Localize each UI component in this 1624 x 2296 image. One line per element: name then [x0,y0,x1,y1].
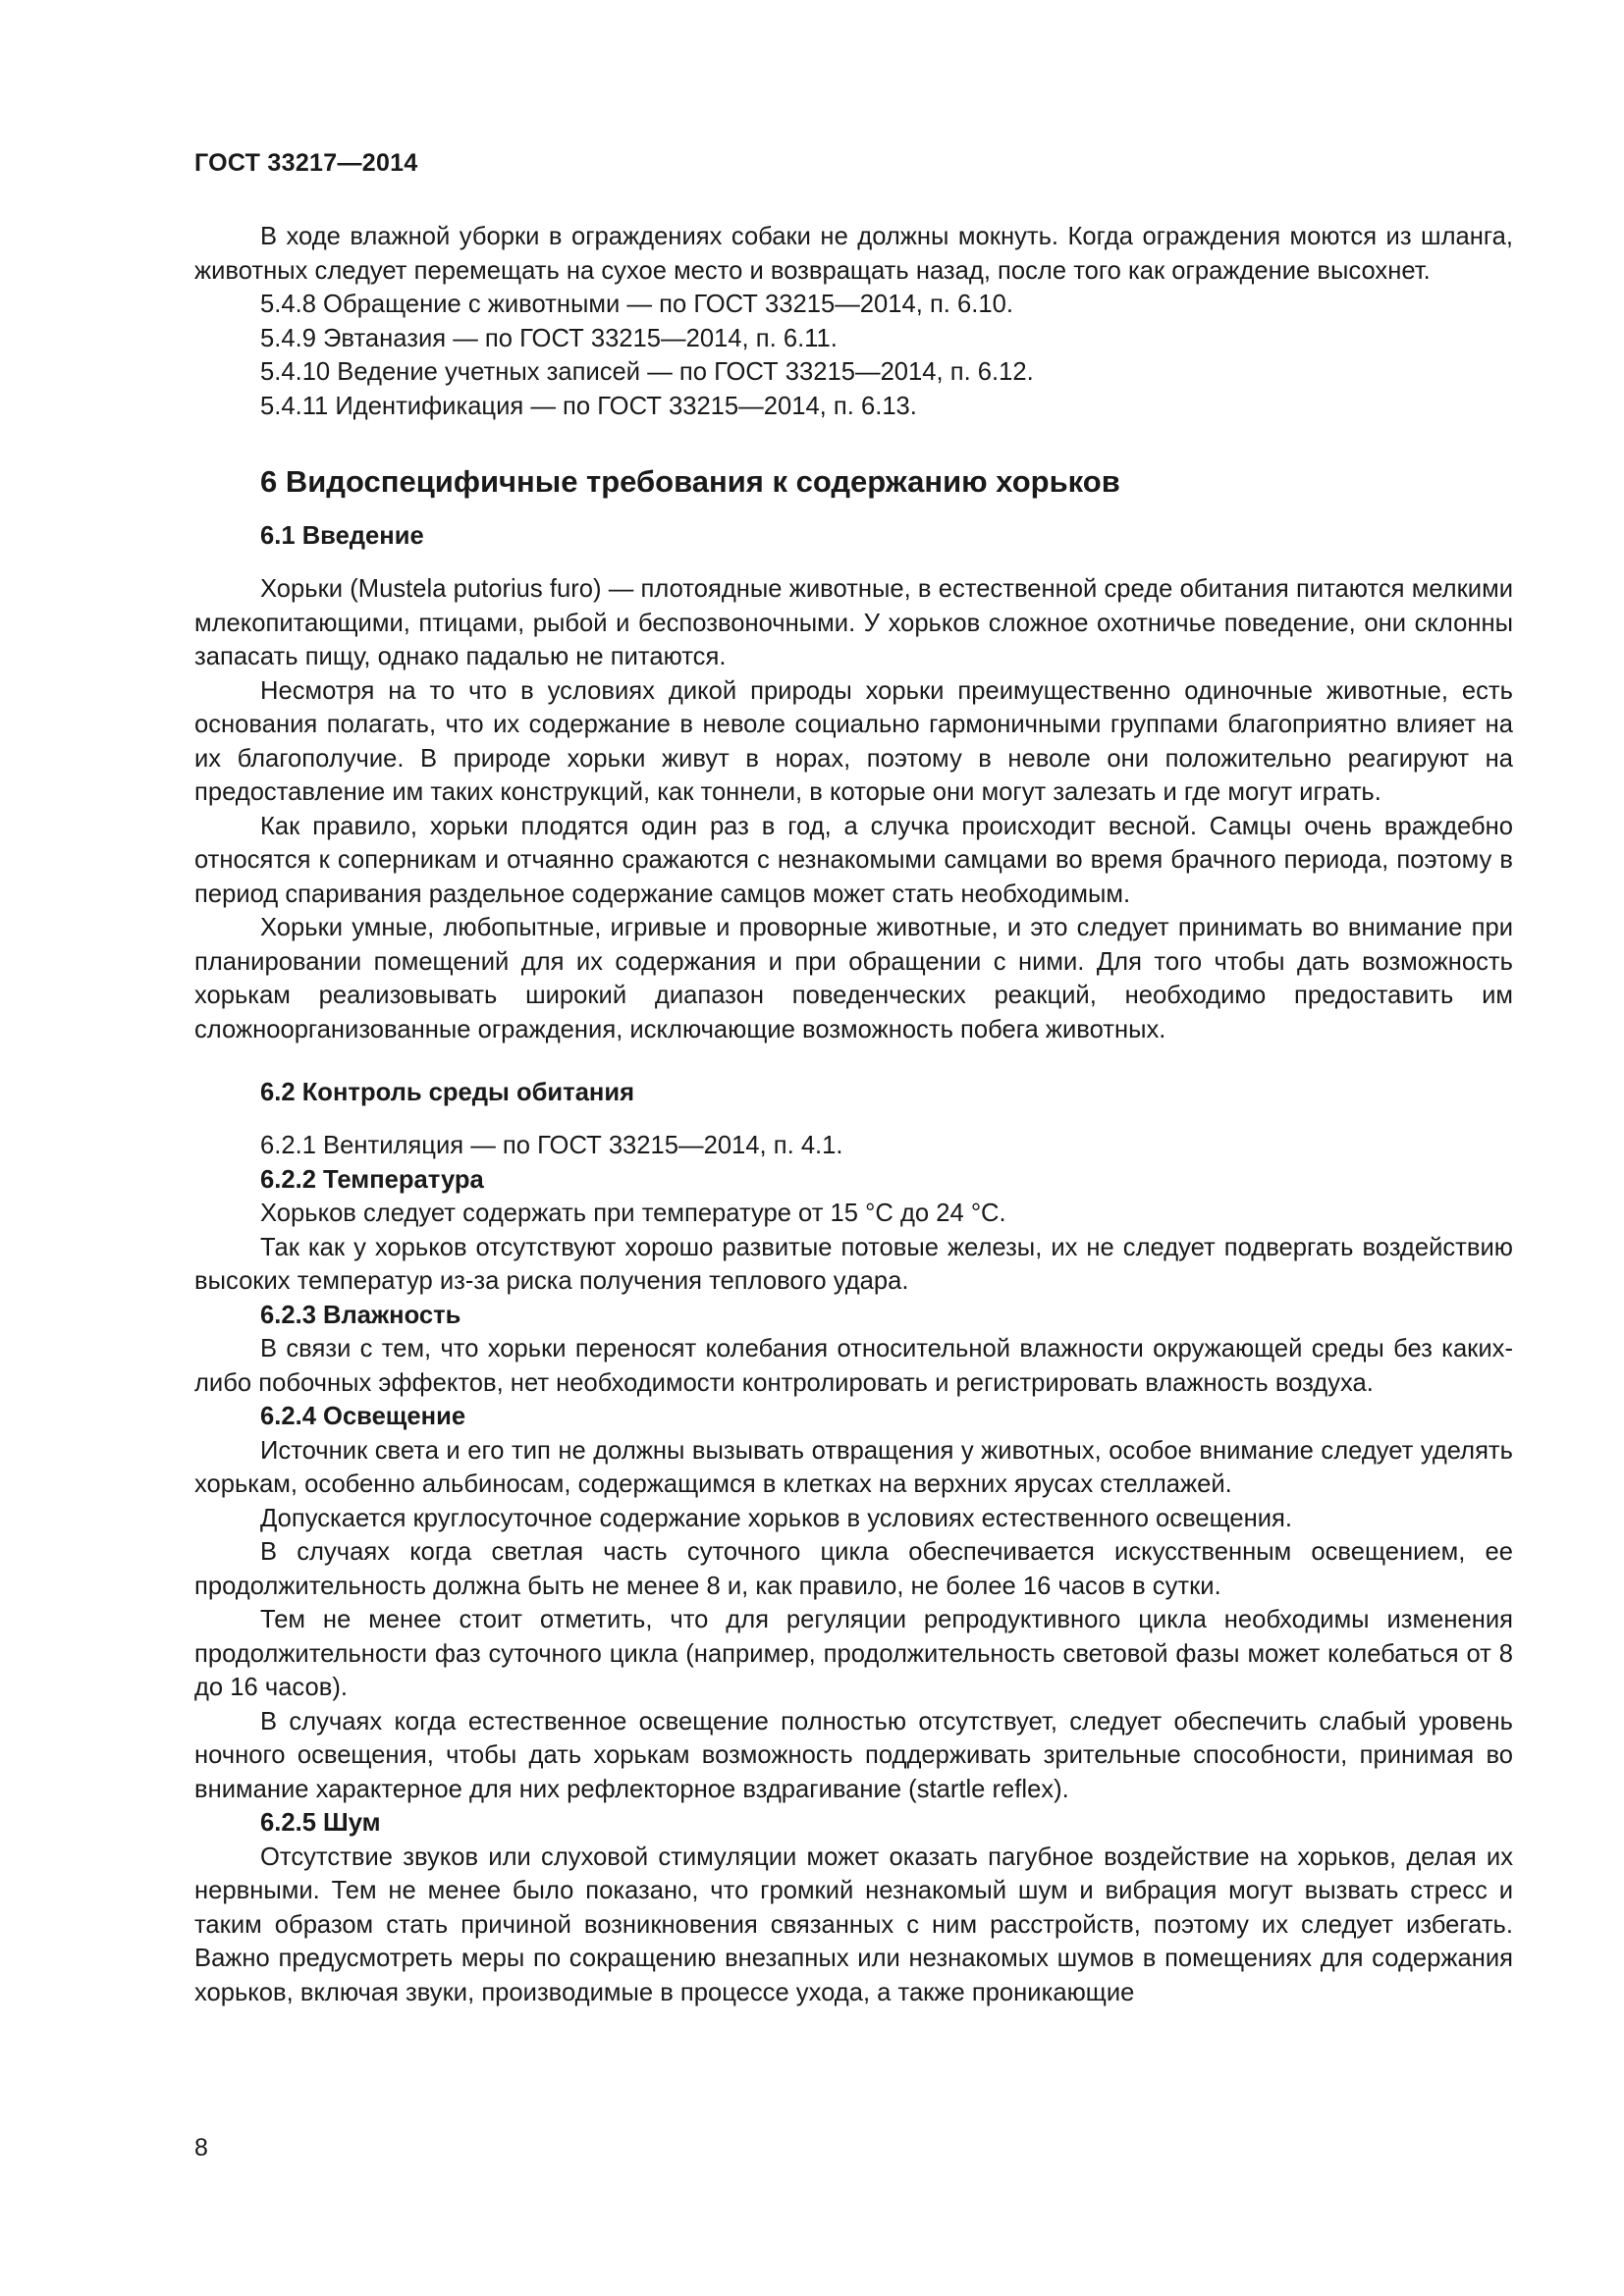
paragraph: В случаях когда естественное освещение полностью отсутствует, следует обеспечить слабый уровень ночного освещения, чтобы дать хорькам возможность поддерживать зрительные способности, принимая во внимание характерное для них рефлекторное вздрагивание (startle reflex). [194,1707,1513,1803]
section-6-2-title: 6.2 Контроль среды обитания [260,1079,635,1106]
section-6-1-title: 6.1 Введение [260,522,424,550]
paragraph: Хорьки умные, любопытные, игривые и проворные животные, и это следует принимать во внимание при планировании помещений для их содержания и при обращении с ними. Для того чтобы дать возможность хорькам реализовывать широкий диапазон поведенческих реакций, необходимо предоставить им сложноорганизованные ограждения, исключающие возможность побега животных. [194,914,1513,1043]
paragraph: Отсутствие звуков или слуховой стимуляции может оказать пагубное воздействие на хорьков, делая их нервными. Тем не менее было показано, что громкий незнакомый шум и вибрация могут вызвать стресс и таким образом стать причиной возникновения связанных с ним расстройств, поэтому их следует избегать. Важно предусмотреть меры по сокращению внезапных или незнакомых шумов в помещениях для содержания хорьков, включая звуки, производимые в процессе ухода, а также проникающие [194,1842,1513,2006]
paragraph: Хорьков следует содержать при температуре от 15 °C до 24 °C. [260,1200,1006,1227]
ref-item: 5.4.10 Ведение учетных записей — по ГОСТ 33215—2014, п. 6.12. [260,358,1034,386]
doc-code-header: ГОСТ 33217—2014 [194,149,418,177]
section-6-title: 6 Видоспецифичные требования к содержанию хорьков [260,464,1120,499]
ref-item: 5.4.8 Обращение с животными — по ГОСТ 33215—2014, п. 6.10. [260,291,1013,318]
paragraph: Несмотря на то что в условиях дикой природы хорьки преимущественно одиночные животные, есть основания полагать, что их содержание в неволе социально гармоничными группами благоприятно влияет на их благополучие. В природе хорьки живут в норах, поэтому в неволе они положительно реагируют на предоставление им таких конструкций, как тоннели, в которые они могут залезать и где могут играть. [194,676,1513,806]
paragraph: Как правило, хорьки плодятся один раз в год, а случка происходит весной. Самцы очень враждебно относятся к соперникам и отчаянно сражаются с незнакомыми самцами во время брачного периода, поэтому в период спаривания раздельное содержание самцов может стать необходимым. [194,812,1513,908]
paragraph: Тем не менее стоит отметить, что для регуляции репродуктивного цикла необходимы изменения продолжительности фаз суточного цикла (например, продолжительность световой фазы может колебаться от 8 до 16 часов). [194,1606,1513,1701]
paragraph: Допускается круглосуточное содержание хорьков в условиях естественного освещения. [260,1504,1293,1532]
paragraph: В связи с тем, что хорьки переносят колебания относительной влажности окружающей среды без каких-либо побочных эффектов, нет необходимости контролировать и регистрировать влажность воздуха. [194,1335,1513,1397]
subsection-6-2-2-title: 6.2.2 Температура [260,1165,484,1194]
subsection-6-2-5-title: 6.2.5 Шум [260,1809,381,1837]
ref-item: 5.4.11 Идентификация — по ГОСТ 33215—2014, п. 6.13. [260,392,917,420]
paragraph: Хорьки (Mustela putorius furo) — плотоядные животные, в естественной среде обитания питаются мелкими млекопитающими, птицами, рыбой и беспозвоночными. У хорьков сложное охотничье поведение, они склонны запасать пищу, однако падалью не питаются. [194,575,1513,670]
page-content [194,220,1513,2009]
subsection-6-2-4-title: 6.2.4 Освещение [260,1403,466,1430]
paragraph-6-2-1: 6.2.1 Вентиляция — по ГОСТ 33215—2014, п. 4.1. [260,1132,843,1159]
subsection-6-2-3-title: 6.2.3 Влажность [260,1301,461,1329]
paragraph: В случаях когда светлая часть суточного цикла обеспечивается искусственным освещением, ее продолжительность должна быть не менее 8 и, как правило, не более 16 часов в сутки. [194,1538,1513,1600]
intro-paragraph: В ходе влажной уборки в ограждениях собаки не должны мокнуть. Когда ограждения моются из шланга, животных следует перемещать на сухое место и возвращать назад, после того как ограждение высохнет. [194,223,1513,285]
paragraph: Источник света и его тип не должны вызывать отвращения у животных, особое внимание следует уделять хорькам, особенно альбиносам, содержащимся в клетках на верхних ярусах стеллажей. [194,1436,1513,1498]
page-number: 8 [194,2134,208,2162]
reference-list [194,288,1513,423]
paragraph: Так как у хорьков отсутствуют хорошо развитые потовые железы, их не следует подвергать воздействию высоких температур из-за риска получения теплового удара. [194,1233,1513,1295]
ref-item: 5.4.9 Эвтаназия — по ГОСТ 33215—2014, п. 6.11. [260,324,838,352]
